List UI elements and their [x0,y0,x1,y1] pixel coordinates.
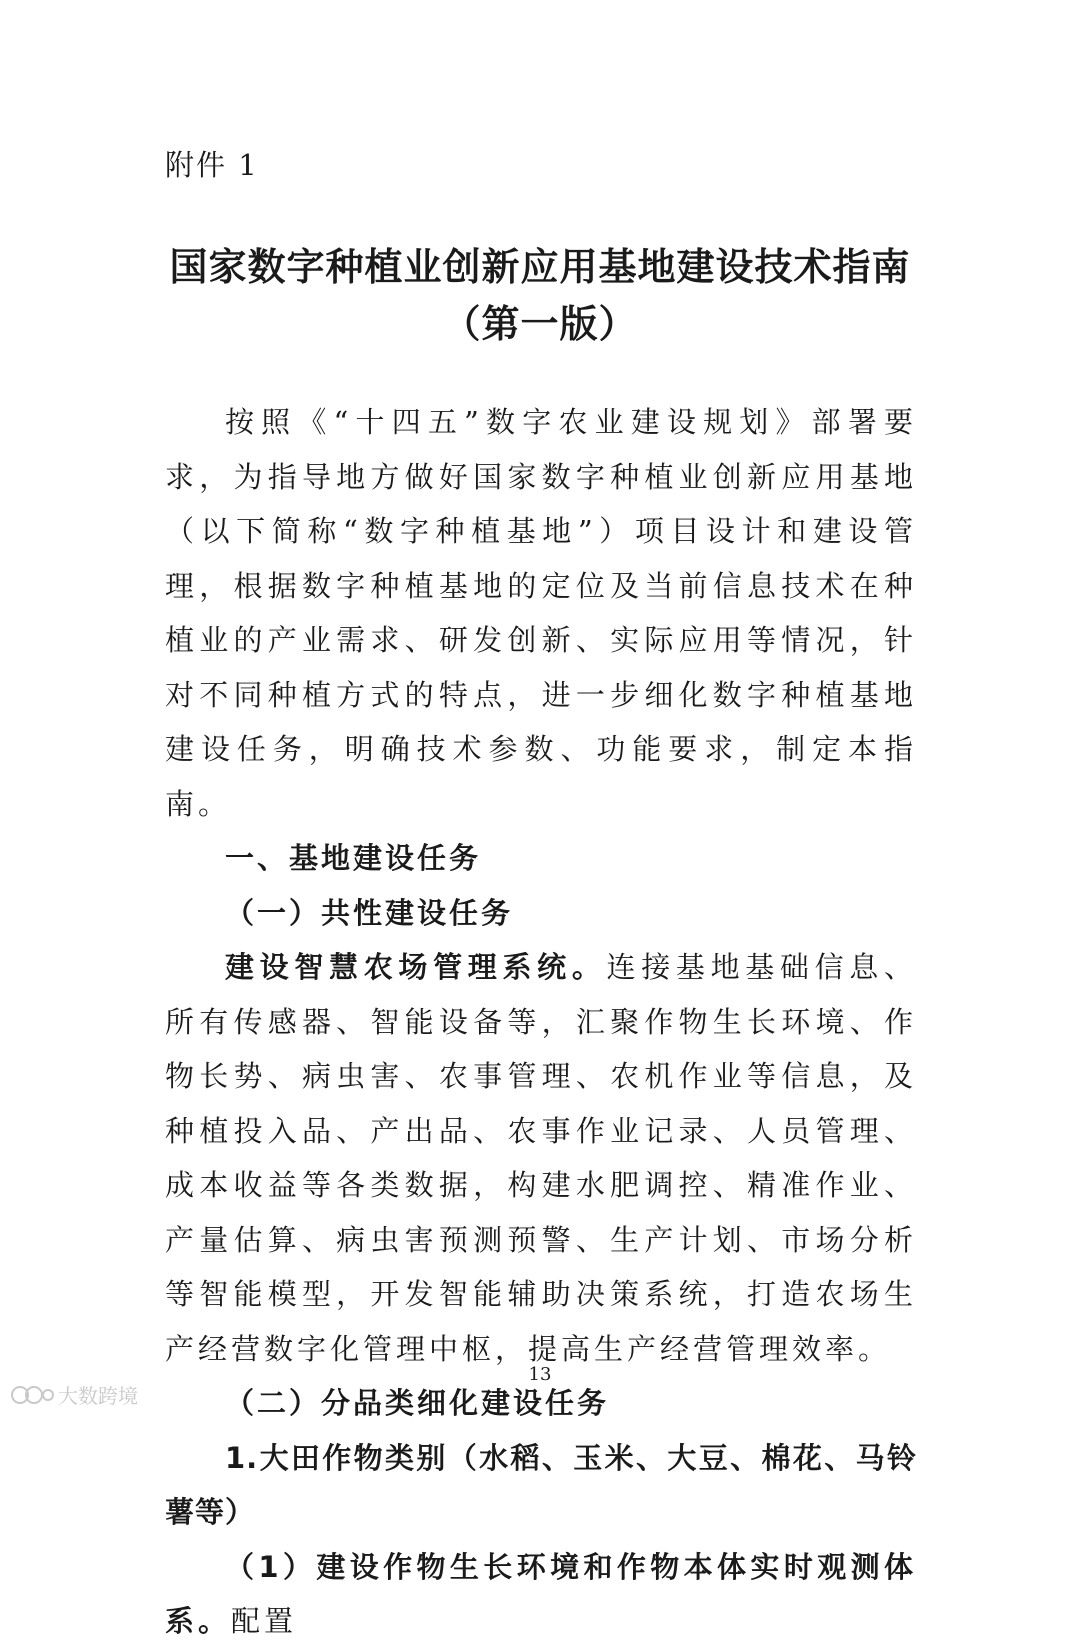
watermark [10,1380,138,1409]
section-heading: 一、基地建设任务 [225,841,482,875]
document-edition: （第一版） [442,302,638,346]
system-paragraph [165,940,917,1376]
watermark-logo-icon [10,1382,54,1408]
subsection-heading: （二）分品类细化建设任务 [225,1386,610,1420]
item-paragraph [165,1540,917,1649]
item-paragraph-lead: （1）建设作物生长环境和作物本体实时观测体系。 [165,1549,917,1638]
subsection-heading: （一）共性建设任务 [225,895,514,930]
page-number: 13 [528,1364,552,1385]
document-title: 国家数字种植业创新应用基地建设技术指南 [169,245,911,289]
category-heading: 1.大田作物类别（水稻、玉米、大豆、棉花、马铃薯等） [165,1440,917,1529]
intro-paragraph: 按照《“十四五”数字农业建设规划》部署要求，为指导地方做好国家数字种植业创新应用基地（以下简称“数字种植基地”）项目设计和建设管理，根据数字种植基地的定位及当前信息技术在种植业的产业需求、研发创新、实际应用等情况，针对不同种植方式的特点，进一步细化数字种植基地建设任务，明确技术参数、功能要求，制定本指南。 [165,405,917,821]
document-body [165,395,917,1649]
item-paragraph-text: 配置 [231,1604,298,1638]
attachment-label: 附件 1 [165,148,259,182]
watermark-text: 大数跨境 [58,1384,138,1408]
system-paragraph-lead: 建设智慧农场管理系统。 [225,950,607,984]
system-paragraph-text: 连接基地基础信息、所有传感器、智能设备等，汇聚作物生长环境、作物长势、病虫害、农事管理、农机作业等信息，及种植投入品、产出品、农事作业记录、人员管理、成本收益等各类数据，构建水肥调控、精准作业、产量估算、病虫害预测预警、生产计划、市场分析等智能模型，开发智能辅助决策系统，打造农场生产经营数字化管理中枢，提高生产经营管理效率。 [165,950,917,1366]
